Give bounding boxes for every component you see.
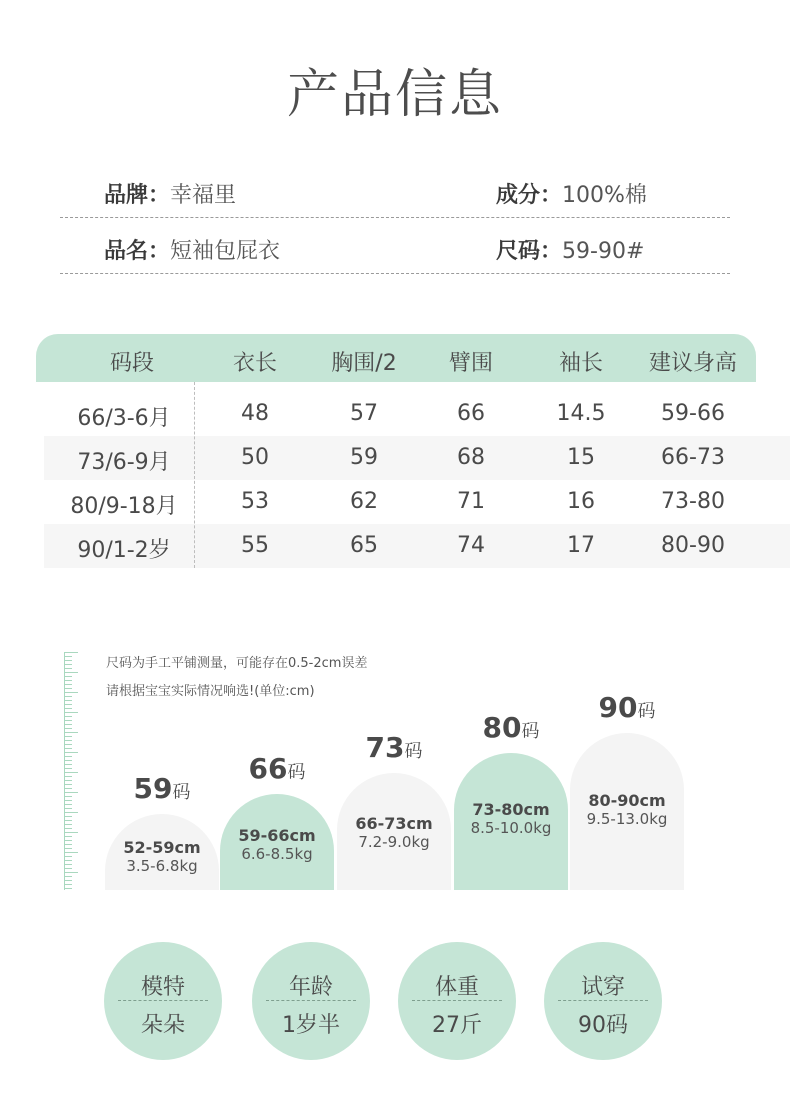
ruler-tick — [64, 752, 78, 753]
ruler-tick — [64, 848, 72, 849]
table-cell: 74 — [457, 533, 485, 558]
ruler-tick — [64, 876, 72, 877]
ruler-tick — [64, 708, 72, 709]
ruler-tick — [64, 656, 72, 657]
bar-weight-range: 3.5-6.8kg — [126, 857, 198, 875]
size-bar-90 — [570, 733, 684, 890]
ruler-tick — [64, 856, 72, 857]
size-table-body — [44, 392, 790, 568]
unit-note: 请根据宝宝实际情况响选!(单位:cm) — [106, 684, 315, 699]
ruler-tick — [64, 720, 72, 721]
model-fit-badge — [544, 942, 662, 1060]
bar-height-range: 59-66cm — [238, 826, 316, 845]
ruler-tick — [64, 680, 72, 681]
ruler-tick — [64, 660, 72, 661]
ruler-tick — [64, 776, 72, 777]
size-bar-73 — [337, 773, 451, 890]
name-info — [104, 234, 280, 265]
bar-height-range: 73-80cm — [472, 800, 550, 819]
size-label-80 — [454, 711, 568, 744]
table-row — [44, 392, 790, 436]
ruler-icon — [64, 652, 82, 890]
ruler-tick — [64, 860, 72, 861]
size-number: 73 — [365, 731, 405, 764]
size-label-90 — [570, 691, 684, 724]
ruler-tick — [64, 684, 72, 685]
table-cell: 57 — [350, 401, 378, 426]
size-label-73 — [337, 731, 451, 764]
ruler-tick — [64, 756, 72, 757]
material-info — [496, 178, 647, 209]
size-unit: 码 — [637, 701, 656, 722]
measurement-note: 尺码为手工平铺测量，可能存在0.5-2cm误差 — [106, 656, 368, 671]
material-value: 100%棉 — [562, 183, 647, 208]
badge-value: 朵朵 — [140, 1013, 185, 1038]
size-unit: 码 — [172, 782, 191, 803]
table-row — [44, 436, 790, 480]
ruler-tick — [64, 668, 72, 669]
header-arm: 臂围 — [448, 351, 493, 376]
badge-value: 90码 — [578, 1013, 628, 1038]
ruler-tick — [64, 840, 72, 841]
table-cell: 90/1-2岁 — [77, 538, 171, 563]
ruler-tick — [64, 740, 72, 741]
ruler-tick — [64, 780, 72, 781]
ruler-tick — [64, 736, 72, 737]
table-cell: 71 — [457, 489, 485, 514]
table-cell: 14.5 — [556, 401, 606, 426]
bar-weight-range: 8.5-10.0kg — [470, 819, 552, 837]
ruler-tick — [64, 704, 72, 705]
ruler-tick — [64, 664, 72, 665]
ruler-tick — [64, 868, 72, 869]
ruler-tick — [64, 804, 72, 805]
model-age-badge — [252, 942, 370, 1060]
ruler-tick — [64, 836, 72, 837]
table-cell: 53 — [241, 489, 269, 514]
size-unit: 码 — [287, 762, 306, 783]
ruler-tick — [64, 816, 72, 817]
table-column-divider — [194, 382, 195, 568]
table-cell: 66/3-6月 — [77, 406, 171, 431]
table-cell: 15 — [567, 445, 595, 470]
bar-weight-range: 7.2-9.0kg — [358, 833, 430, 851]
table-cell: 16 — [567, 489, 595, 514]
ruler-tick — [64, 820, 72, 821]
badge-label: 试穿 — [580, 975, 625, 1000]
badge-label: 模特 — [140, 975, 185, 1000]
bar-height-range: 80-90cm — [588, 791, 666, 810]
header-sleeve: 袖长 — [558, 351, 603, 376]
ruler-tick — [64, 688, 72, 689]
size-label-66 — [220, 752, 334, 785]
badge-value: 27斤 — [432, 1013, 482, 1038]
model-name-badge — [104, 942, 222, 1060]
ruler-tick — [64, 888, 72, 889]
info-row-brand — [60, 162, 730, 218]
table-cell: 48 — [241, 401, 269, 426]
name-key: 品名： — [104, 239, 171, 264]
header-chest: 胸围/2 — [331, 351, 397, 376]
table-cell: 55 — [241, 533, 269, 558]
ruler-tick — [64, 716, 72, 717]
ruler-tick — [64, 844, 72, 845]
ruler-tick — [64, 692, 78, 693]
ruler-tick — [64, 808, 72, 809]
ruler-tick — [64, 796, 72, 797]
size-bar-80 — [454, 753, 568, 890]
size-key: 尺码： — [496, 239, 563, 264]
table-cell: 50 — [241, 445, 269, 470]
info-row-name — [60, 218, 730, 274]
brand-info — [104, 178, 236, 209]
ruler-tick — [64, 712, 78, 713]
size-unit: 码 — [404, 741, 423, 762]
table-cell: 73-80 — [661, 489, 725, 514]
name-value: 短袖包屁衣 — [170, 239, 281, 264]
brand-key: 品牌： — [104, 183, 171, 208]
size-number: 59 — [133, 772, 173, 805]
table-cell: 59 — [350, 445, 378, 470]
badge-divider — [558, 1000, 648, 1001]
page-title: 产品信息 — [286, 65, 503, 125]
size-number: 80 — [482, 711, 522, 744]
badge-divider — [412, 1000, 502, 1001]
size-unit: 码 — [521, 721, 540, 742]
table-cell: 66-73 — [661, 445, 725, 470]
ruler-tick — [64, 784, 72, 785]
ruler-tick — [64, 872, 78, 873]
table-cell: 17 — [567, 533, 595, 558]
size-table-header — [36, 334, 756, 382]
size-info — [496, 234, 644, 265]
ruler-tick — [64, 724, 72, 725]
header-height: 建议身高 — [648, 351, 737, 376]
ruler-tick — [64, 880, 72, 881]
ruler-tick — [64, 832, 78, 833]
table-row — [44, 524, 790, 568]
badge-divider — [118, 1000, 208, 1001]
table-cell: 65 — [350, 533, 378, 558]
ruler-tick — [64, 696, 72, 697]
ruler-tick — [64, 768, 72, 769]
table-cell: 59-66 — [661, 401, 725, 426]
ruler-tick — [64, 852, 78, 853]
badge-divider — [266, 1000, 356, 1001]
ruler-tick — [64, 864, 72, 865]
model-weight-badge — [398, 942, 516, 1060]
ruler-tick — [64, 732, 78, 733]
badge-value: 1岁半 — [282, 1013, 340, 1038]
brand-value: 幸福里 — [170, 183, 237, 208]
table-cell: 62 — [350, 489, 378, 514]
ruler-tick — [64, 812, 78, 813]
ruler-tick — [64, 788, 72, 789]
size-label-59 — [105, 772, 219, 805]
ruler-tick — [64, 800, 72, 801]
size-value: 59-90# — [562, 239, 645, 264]
material-key: 成分： — [496, 183, 563, 208]
ruler-tick — [64, 672, 78, 673]
ruler-tick — [64, 824, 72, 825]
header-length: 衣长 — [232, 351, 277, 376]
size-bar-59 — [105, 814, 219, 890]
size-number: 90 — [598, 691, 638, 724]
ruler-tick — [64, 748, 72, 749]
bar-weight-range: 6.6-8.5kg — [241, 845, 313, 863]
table-row — [44, 480, 790, 524]
size-bar-66 — [220, 794, 334, 890]
table-cell: 68 — [457, 445, 485, 470]
ruler-tick — [64, 652, 78, 653]
badge-label: 体重 — [434, 975, 479, 1000]
ruler-tick — [64, 760, 72, 761]
header-size-range: 码段 — [109, 351, 154, 376]
table-cell: 73/6-9月 — [77, 450, 171, 475]
badge-label: 年龄 — [288, 975, 333, 1000]
ruler-tick — [64, 700, 72, 701]
bar-height-range: 52-59cm — [123, 838, 201, 857]
ruler-tick — [64, 764, 72, 765]
ruler-tick — [64, 828, 72, 829]
ruler-tick — [64, 676, 72, 677]
size-number: 66 — [248, 752, 288, 785]
table-cell: 66 — [457, 401, 485, 426]
ruler-tick — [64, 772, 78, 773]
table-cell: 80-90 — [661, 533, 725, 558]
bar-weight-range: 9.5-13.0kg — [586, 810, 668, 828]
ruler-tick — [64, 792, 78, 793]
ruler-tick — [64, 884, 72, 885]
bar-height-range: 66-73cm — [355, 814, 433, 833]
ruler-tick — [64, 744, 72, 745]
table-cell: 80/9-18月 — [70, 494, 178, 519]
ruler-tick — [64, 728, 72, 729]
